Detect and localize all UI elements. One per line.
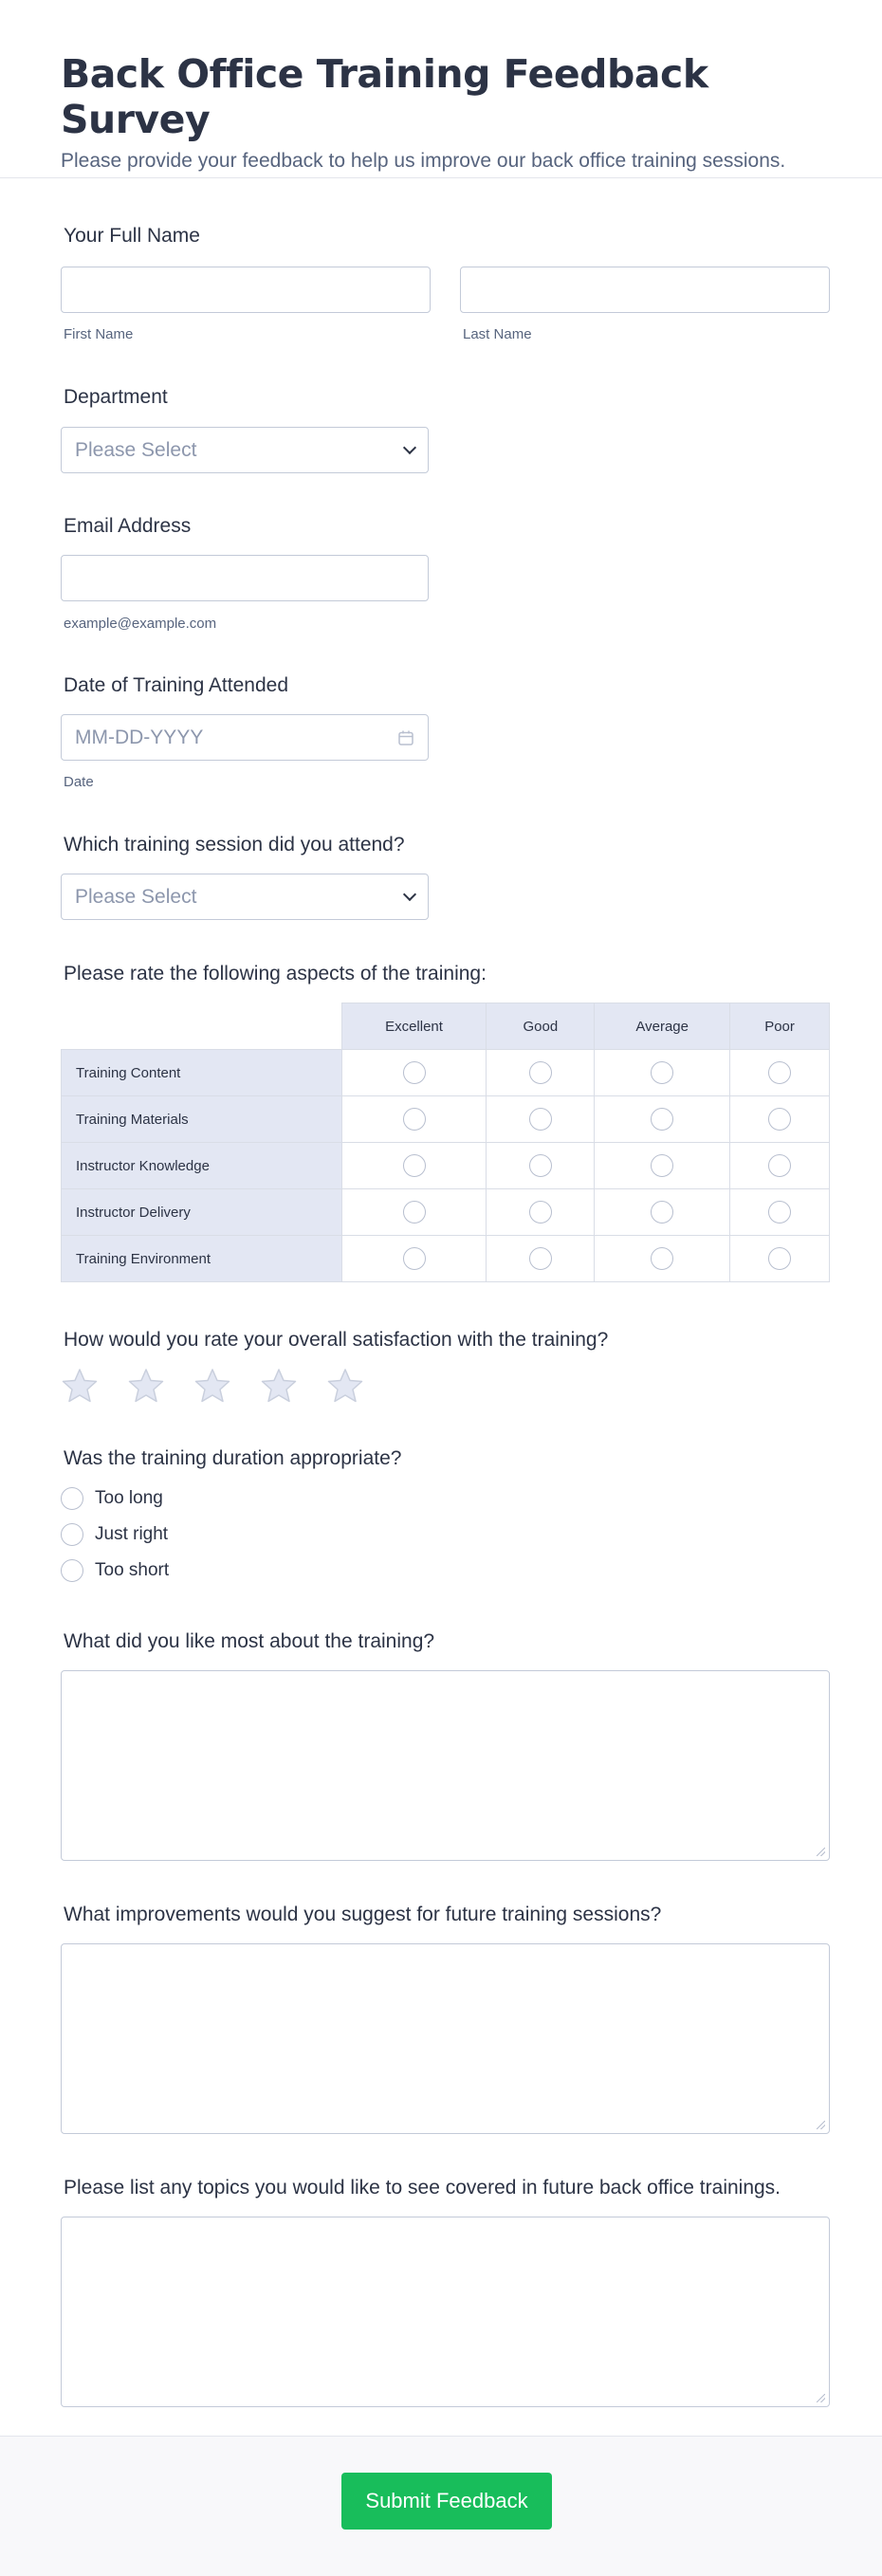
email-input[interactable]	[61, 555, 429, 601]
rating-radio[interactable]	[768, 1201, 791, 1224]
department-field	[61, 385, 168, 410]
rating-radio[interactable]	[403, 1061, 426, 1084]
email-sublabel: example@example.com	[64, 616, 217, 632]
date-sublabel: Date	[64, 774, 94, 790]
star-rating	[61, 1367, 364, 1405]
matrix-row	[62, 1096, 830, 1143]
matrix-row-label: Instructor Delivery	[62, 1189, 342, 1236]
rating-label: Please rate the following aspects of the training:	[64, 963, 487, 984]
rating-radio[interactable]	[529, 1247, 552, 1270]
rating-radio[interactable]	[768, 1061, 791, 1084]
matrix-row-label: Training Content	[62, 1050, 342, 1096]
topics-label: Please list any topics you would like to see covered in future back office trainings.	[64, 2177, 781, 2199]
matrix-row-label: Training Materials	[62, 1096, 342, 1143]
matrix-col-poor: Poor	[730, 1003, 830, 1050]
topics-textarea[interactable]	[61, 2217, 830, 2407]
session-placeholder: Please Select	[75, 885, 197, 908]
duration-option-label: Just right	[95, 1524, 169, 1544]
duration-option-label: Too short	[95, 1560, 170, 1580]
session-select[interactable]	[61, 874, 429, 920]
duration-radio[interactable]	[61, 1559, 83, 1582]
date-field	[61, 673, 288, 698]
resize-handle[interactable]	[817, 2121, 825, 2129]
star-icon[interactable]	[61, 1367, 99, 1405]
matrix-row	[62, 1189, 830, 1236]
duration-option[interactable]	[61, 1559, 169, 1582]
resize-handle[interactable]	[817, 2394, 825, 2402]
duration-field	[61, 1446, 401, 1471]
rating-radio[interactable]	[651, 1108, 673, 1131]
rating-radio[interactable]	[651, 1061, 673, 1084]
star-icon[interactable]	[193, 1367, 231, 1405]
duration-option[interactable]	[61, 1523, 168, 1546]
session-field	[61, 833, 405, 857]
rating-radio[interactable]	[529, 1108, 552, 1131]
satisfaction-field	[61, 1328, 608, 1352]
form-header	[0, 0, 882, 178]
topics-field	[61, 2176, 781, 2200]
last-name-input[interactable]	[460, 267, 830, 313]
page-subtitle: Please provide your feedback to help us improve our back office training sessions.	[61, 150, 786, 172]
matrix-row	[62, 1050, 830, 1096]
star-icon[interactable]	[260, 1367, 298, 1405]
liked-textarea[interactable]	[61, 1670, 830, 1861]
department-label: Department	[64, 386, 168, 408]
rating-radio[interactable]	[403, 1201, 426, 1224]
rating-field	[61, 962, 487, 986]
duration-radio[interactable]	[61, 1523, 83, 1546]
matrix-col-excellent: Excellent	[341, 1003, 487, 1050]
rating-radio[interactable]	[651, 1247, 673, 1270]
rating-radio[interactable]	[651, 1201, 673, 1224]
matrix-row	[62, 1143, 830, 1189]
duration-option-label: Too long	[95, 1488, 163, 1508]
rating-matrix	[61, 1003, 830, 1282]
full-name-label-text: Your Full Name	[64, 225, 200, 247]
duration-radio[interactable]	[61, 1487, 83, 1510]
page-title: Back Office Training Feedback Survey	[61, 51, 708, 142]
full-name-label	[61, 224, 200, 248]
rating-radio[interactable]	[529, 1154, 552, 1177]
calendar-icon[interactable]	[397, 729, 414, 746]
liked-field	[61, 1629, 434, 1654]
first-name-sublabel: First Name	[64, 326, 134, 342]
matrix-col-average: Average	[595, 1003, 730, 1050]
improvements-textarea[interactable]	[61, 1943, 830, 2134]
rating-radio[interactable]	[651, 1154, 673, 1177]
rating-radio[interactable]	[768, 1108, 791, 1131]
star-icon[interactable]	[326, 1367, 364, 1405]
email-label: Email Address	[64, 515, 192, 537]
rating-radio[interactable]	[403, 1154, 426, 1177]
star-icon[interactable]	[127, 1367, 165, 1405]
duration-label: Was the training duration appropriate?	[64, 1447, 402, 1469]
last-name-sublabel: Last Name	[463, 326, 532, 342]
matrix-corner	[62, 1003, 342, 1050]
session-label: Which training session did you attend?	[64, 834, 405, 856]
resize-handle[interactable]	[817, 1848, 825, 1856]
rating-radio[interactable]	[403, 1108, 426, 1131]
chevron-down-icon	[403, 440, 416, 453]
improvements-label: What improvements would you suggest for future training sessions?	[64, 1904, 662, 1925]
rating-radio[interactable]	[768, 1247, 791, 1270]
duration-option[interactable]	[61, 1487, 163, 1510]
liked-label: What did you like most about the training?	[64, 1630, 435, 1652]
matrix-col-good: Good	[487, 1003, 595, 1050]
form-footer	[0, 2436, 882, 2576]
chevron-down-icon	[403, 887, 416, 900]
matrix-row-label: Training Environment	[62, 1236, 342, 1282]
date-label: Date of Training Attended	[64, 674, 288, 696]
date-input[interactable]	[61, 714, 429, 761]
submit-button[interactable]: Submit Feedback	[341, 2473, 552, 2530]
satisfaction-label: How would you rate your overall satisfaction with the training?	[64, 1329, 609, 1351]
improvements-field	[61, 1903, 661, 1927]
first-name-input[interactable]	[61, 267, 431, 313]
department-placeholder: Please Select	[75, 438, 197, 461]
rating-radio[interactable]	[403, 1247, 426, 1270]
department-select[interactable]	[61, 427, 429, 473]
email-field	[61, 514, 191, 539]
rating-radio[interactable]	[529, 1061, 552, 1084]
matrix-row-label: Instructor Knowledge	[62, 1143, 342, 1189]
matrix-row	[62, 1236, 830, 1282]
rating-radio[interactable]	[529, 1201, 552, 1224]
date-placeholder: MM-DD-YYYY	[75, 726, 204, 748]
rating-radio[interactable]	[768, 1154, 791, 1177]
